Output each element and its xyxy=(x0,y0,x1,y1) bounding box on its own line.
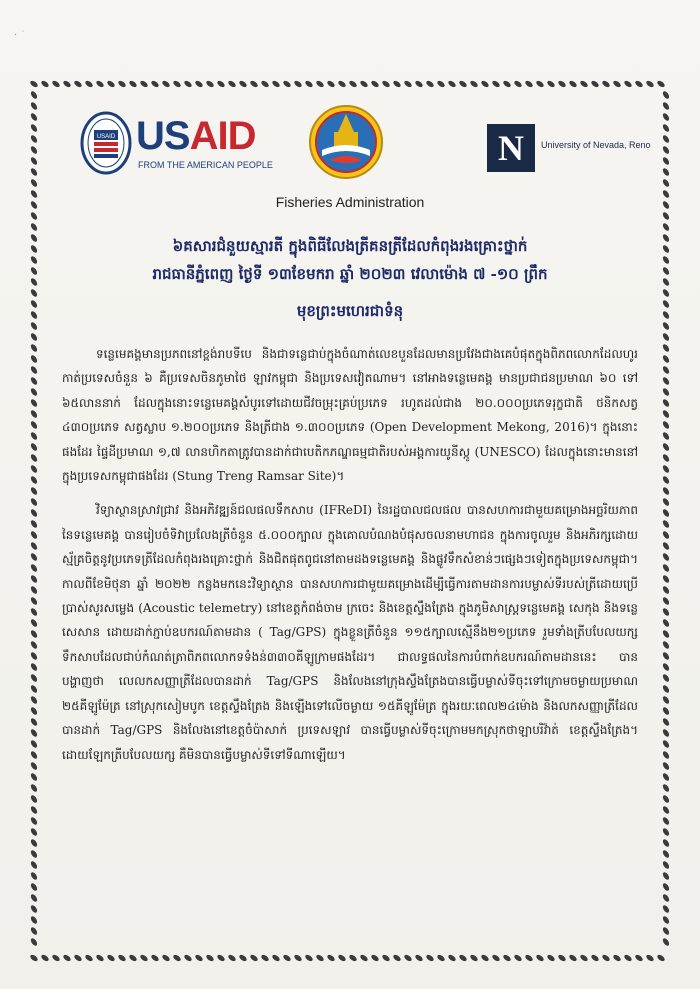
unr-n-icon: N xyxy=(487,124,535,172)
usaid-wordmark: USAID xyxy=(136,114,256,158)
usaid-seal-icon xyxy=(80,108,132,178)
svg-text:USAID: USAID xyxy=(96,134,116,140)
document-title xyxy=(62,232,638,288)
fisheries-seal-icon xyxy=(308,104,384,180)
agency-name: Fisheries Administration xyxy=(275,194,425,210)
document-content xyxy=(62,100,651,767)
unr-name: University of Nevada, Reno xyxy=(541,140,651,150)
title-line-2: រាជធានីភ្នំពេញ ថ្ងៃទី ១៣ខែមករា ឆ្នាំ ២០២៣ វេលាម៉ោង ៧ -១០ ព្រឹក xyxy=(152,265,548,283)
paragraph-2: វិទ្យាស្ថានស្រាវជ្រាវ និងអភិវឌ្ឍន៍ជលផលទឹកសាប (IFReDI) នៃរដ្ឋបាលជលផល បានសហការជាមួយគម្រោងអច្ឆរិយភាពនៃទន្លេមេគង្គ បានរៀបចំទិវាប្រលែងត្រីចំនួន ៥.០០០ក្បាល ក្នុងគោលបំណងបំផុសចលនាមហាជន ក្នុងការចូលរួម និងអភិរក្សដោយស្ម័គ្រចិត្តនូវប្រភេទត្រីដែលកំពុងរងគ្រោះថ្នាក់ និងជិតផុតពូជនៅតាមដងទន្លេមេគង្គ និងផ្លូវទឹកសំខាន់ៗផ្សេងៗទៀតក្នុងប្រទេសកម្ពុជា។ កាលពីខែមិថុនា ឆ្នាំ ២០២២ កន្លងមកនេះវិទ្យាស្ថាន បានសហការជាមួយគម្រោងដើម្បីធ្វើការតាមដានការបម្លាស់ទីរបស់ត្រីដោយប្រើប្រាស់សូរសម្លេង (Acoustic telemetry) នៅខេត្តកំពង់ចាម ក្រចេះ និងខេត្តស្ទឹងត្រែង ក្នុងភូមិសាស្ត្រទន្លេមេគង្គ សេកុង និងទន្លេសេសាន ដោយដាក់ភ្ជាប់ឧបករណ៍តាមដាន ( Tag/GPS) ក្នុងខ្លួនត្រីចំនួន ១១៥ក្បាលស្មើនឹង២១ប្រភេទ រួមទាំងត្រីបបែលយក្ស ទឹកសាបដែលជាប់កំណត់ត្រាពិភពលោកទទំងន់៣៣០គីឡូក្រាមផងដែរ។ ជាលទ្ធផលនៃការបំពាក់ឧបករណ៍តាមដាននេះ បានបង្ហាញថា លេលកសញ្ញាត្រីដែលបានដាក់ Tag/GPS និងលែងនៅក្រុងស្ទឹងត្រែងបានធ្វើបម្លាស់ទីចុះទៅក្រោមចម្ងាយប្រមាណ ២៥គីឡូម៉ែត្រ នៅស្រុកសៀមបូក ខេត្តស្ទឹងត្រែង និងឡើងទៅលើចម្ងាយ ១៥គីឡូម៉ែត្រ ក្នុងរយៈពេល២៤ម៉ោង និងលកសញ្ញាត្រីដែលបានដាក់ Tag/GPS និងលែងនៅខេត្តចំប៉ាសាក់ ប្រទេសឡាវ បានធ្វើបម្លាស់ទីចុះក្រោមមកស្រុកថាឡាបរិវ៉ាត់ ខេត្តស្ទឹងត្រែង។ ដោយឡែកត្រីបបែលយក្ស គឺមិនបានធ្វើបម្លាស់ទីទៅទីណាឡើយ។ xyxy=(62,503,638,762)
section-subtitle: មុខព្រះមហេរជាទំនុ xyxy=(296,302,404,320)
usaid-tagline: FROM THE AMERICAN PEOPLE xyxy=(138,160,273,170)
unr-logo xyxy=(487,124,651,174)
scan-artifact: · ˙ xyxy=(14,30,26,41)
title-line-1: ៦គសារជំនួយស្មារតី ក្នុងពិធីលែងត្រីគនត្រីដែលកំពុងរងគ្រោះថ្នាក់ xyxy=(172,237,528,255)
paragraph-1: ទន្លេមេគង្គមានប្រភពនៅខ្ពង់រាបទីបេ និងជាទន្លេជាប់ក្នុងចំណាត់លេខបួនដែលមានប្រវែងជាងគេបំផុតក្នុងពិភពលោកដែលហូរកាត់ប្រទេសចំនួន ៦ គឺប្រទេសចិនភូមាថៃ ឡាវកម្ពុជា និងប្រទេសវៀតណាម។ នៅអាងទន្លេមេគង្គ មានប្រជាជនប្រមាណ ៦០ ទៅ ៦៥លាននាក់ ដែលក្នុងនោះទន្លេមេគង្គសំបូរទៅដោយជីវចម្រុះគ្រប់ប្រភេទ រហូតដល់ជាង ២០.០០០ប្រភេទរុក្ខជាតិ ថនិកសត្វ ៤៣០ប្រភេទ សត្វស្លាប ១.២០០ប្រភេទ និងត្រីជាង ១.៣០០ប្រភេទ (Open Development Mekong, 2016)។ ក្នុងនោះផងដែរ ផ្ទៃដីប្រមាណ ១,៧ លានហិកតាត្រូវបានដាក់ជាបេតិកភណ្ឌធម្មជាតិរបស់អង្គការយូនីស្កូ (UNESCO) ដែលក្នុងនោះមាននៅក្នុងប្រទេសកម្ពុជាផងដែរ (Stung Treng Ramsar Site)។ xyxy=(62,347,638,484)
usaid-logo xyxy=(80,108,273,178)
logo-row xyxy=(62,100,651,188)
